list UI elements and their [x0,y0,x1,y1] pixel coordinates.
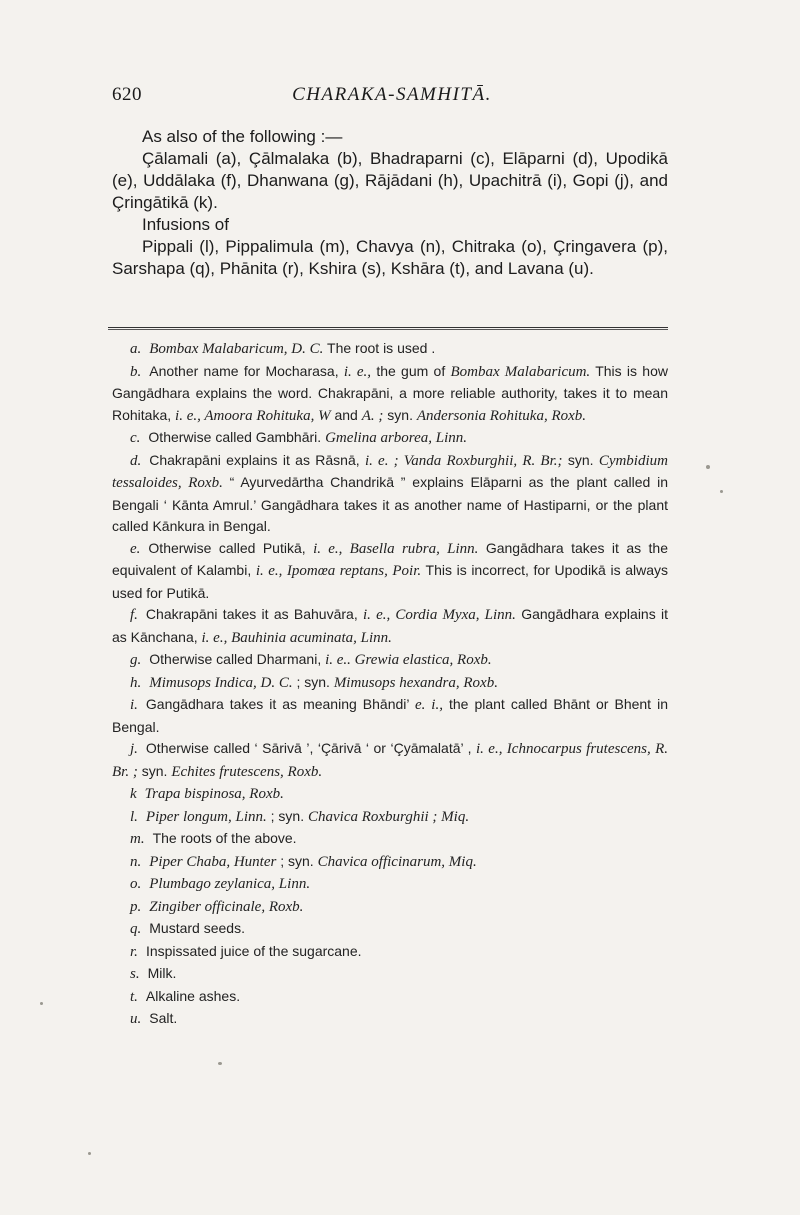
footnote-marker: o. [130,876,142,892]
latin-name: Cymbidium tessaloides, Roxb. [112,452,668,491]
page-number: 620 [112,84,142,105]
note-text: ; syn. [276,852,318,869]
note-text: Chakrapāni takes it as Bahuvāra, [145,606,364,622]
footnote-divider [108,327,668,330]
footnote-e [112,538,668,605]
footnote-marker: q. [130,921,142,937]
note-text: This is how Gangādhara explains the word. Chakrapāni, a more reliable authority, takes it to mean Rohitaka, [112,362,668,423]
note-text: Gangādhara explains it as Kānchana, [112,606,668,645]
note-text: Alkaline ashes. [145,987,241,1004]
note-text: Chakrapāni explains it as Rāsnā, [149,451,365,468]
latin-name: Chavica Roxburghii ; Miq. [308,808,470,825]
latin-name: Echites frutescens, Roxb. [171,763,323,780]
paper-speck [720,490,723,493]
running-title: CHARAKA-SAMHITĀ. [292,84,492,105]
footnote-marker: c. [130,430,141,446]
note-text: Gangādhara takes it as the equivalent of Kalambi, [112,539,669,578]
note-text: and [330,406,362,423]
note-text: ; syn. [266,807,308,824]
main-text [112,126,668,280]
note-text: the gum of [371,362,451,379]
footnote-u [112,1008,668,1031]
latin-name: i. e. ; Vanda Roxburghii, R. Br.; [364,452,563,469]
latin-name: i. e., Basella rubra, Linn. [313,540,479,557]
footnote-a [112,338,668,361]
note-text: Gangādhara takes it as meaning Bhāndi’ [145,696,415,712]
footnote-l [112,806,668,829]
latin-name: A. ; [361,407,384,424]
note-text: The roots of the above. [152,830,297,846]
ingredient-list-1: Çālamali (a), Çālmalaka (b), Bhadraparni (c), Elāparni (d), Upodikā (e), Uddālaka (f), Dhanwana (g), Rājādani (h), Upachitrā (i), Gopi (j), and Çringātikā (k). [112,149,668,212]
latin-name: i. e., [343,363,372,380]
latin-name: Piper longum, Linn. [145,808,267,825]
footnote-marker: f. [130,607,138,623]
footnote-o [112,873,668,896]
footnote-marker: i. [130,697,138,713]
footnotes [112,338,668,1031]
paper-speck [706,465,710,469]
latin-name: Bombax Malabaricum, D. C. [149,341,324,357]
footnote-t [112,986,668,1009]
note-text: Otherwise called ‘ Sārivā ’, ‘Çārivā ‘ or ‘Çyāmalatā’ , [145,740,476,756]
latin-name: i. e., Ichnocarpus frutescens, R. Br. ; [112,741,669,780]
footnote-m [112,828,668,851]
note-text: syn. [562,451,599,468]
footnote-marker: m. [130,831,145,847]
note-text: Another name for Mocharasa, [149,362,344,379]
footnote-marker: k [130,786,137,802]
note-text: Milk. [147,965,177,981]
footnote-k [112,783,668,806]
note-text: Salt. [149,1010,178,1026]
paper-speck [88,1152,91,1155]
latin-name: Andersonia Rohituka, Roxb. [416,407,587,424]
footnote-d [112,450,668,538]
footnote-marker: g. [130,652,142,668]
footnote-h [112,672,668,695]
note-text: the plant called Bhānt or Bhent in Bengal. [112,696,668,735]
latin-name: Plumbago zeylanica, Linn. [149,876,311,892]
footnote-n [112,851,668,874]
note-text: Otherwise called Gambhāri. [148,429,326,445]
latin-name: i. e., Amoora Rohituka, W [175,407,331,424]
footnote-marker: a. [130,341,142,357]
note-text: syn. [137,762,172,779]
footnote-b [112,361,668,428]
footnote-marker: u. [130,1011,142,1027]
footnote-marker: r. [130,943,138,960]
note-text: This is incorrect, for Upodikā is always used for Putikā. [112,562,668,601]
footnote-marker: t. [130,988,138,1005]
footnote-i [112,694,668,738]
footnote-marker: d. [130,452,142,469]
note-text: Otherwise called Putikā, [148,539,314,556]
note-text: ; syn. [292,673,334,690]
footnote-marker: s. [130,966,140,982]
footnote-r [112,941,668,964]
paper-speck [40,1002,43,1005]
latin-name: Mimusops Indica, D. C. [149,674,293,691]
note-text: The root is used . [323,340,436,356]
footnote-marker: p. [130,898,142,915]
footnote-q [112,918,668,941]
latin-name: Zingiber officinale, Roxb. [149,898,304,915]
latin-name: Piper Chaba, Hunter [149,853,277,870]
ingredient-list-2: Pippali (l), Pippalimula (m), Chavya (n), Chitraka (o), Çringavera (p), Sarshapa (q), Phānita (r), Kshira (s), Kshāra (t), and Lavana (u). [112,237,668,278]
latin-name: Bombax Malabaricum. [450,363,591,380]
note-text: “ Ayurvedārtha Chandrikā ” explains Elāparni as the plant called in Bengali ‘ Kānta Amrul.’ Gangādhara takes it as another name of Hastiparni, or the plant called Kānkura in Bengal. [112,474,668,534]
latin-name: Chavica officinarum, Miq. [317,853,477,870]
latin-name: Mimusops hexandra, Roxb. [333,674,498,691]
note-text: Inspissated juice of the sugarcane. [145,942,362,959]
footnote-j [112,738,668,783]
note-text: syn. [383,406,417,423]
latin-name: i. e., Cordia Myxa, Linn. [363,607,516,623]
latin-name: e. i., [415,697,443,713]
page-header [112,84,672,114]
footnote-c [112,427,668,450]
note-text: Mustard seeds. [149,920,245,936]
latin-name: i. e., Ipomœa reptans, Poir. [255,563,422,579]
latin-name: i. e.. Grewia elastica, Roxb. [325,652,492,668]
note-text: Otherwise called Dharmani, [149,651,326,667]
intro-line: As also of the following :— [142,127,343,146]
infusions-heading: Infusions of [142,215,229,234]
footnote-marker: b. [130,363,142,380]
footnote-s [112,963,668,986]
latin-name: Gmelina arborea, Linn. [325,430,468,446]
latin-name: Trapa bispinosa, Roxb. [144,786,284,802]
footnote-f [112,604,668,649]
footnote-marker: n. [130,853,142,870]
footnote-p [112,896,668,919]
paper-speck [218,1062,222,1065]
footnote-g [112,649,668,672]
footnote-marker: j. [130,741,138,757]
footnote-marker: h. [130,674,142,691]
latin-name: i. e., Bauhinia acuminata, Linn. [201,629,392,646]
footnote-marker: l. [130,808,138,825]
footnote-marker: e. [130,540,141,557]
